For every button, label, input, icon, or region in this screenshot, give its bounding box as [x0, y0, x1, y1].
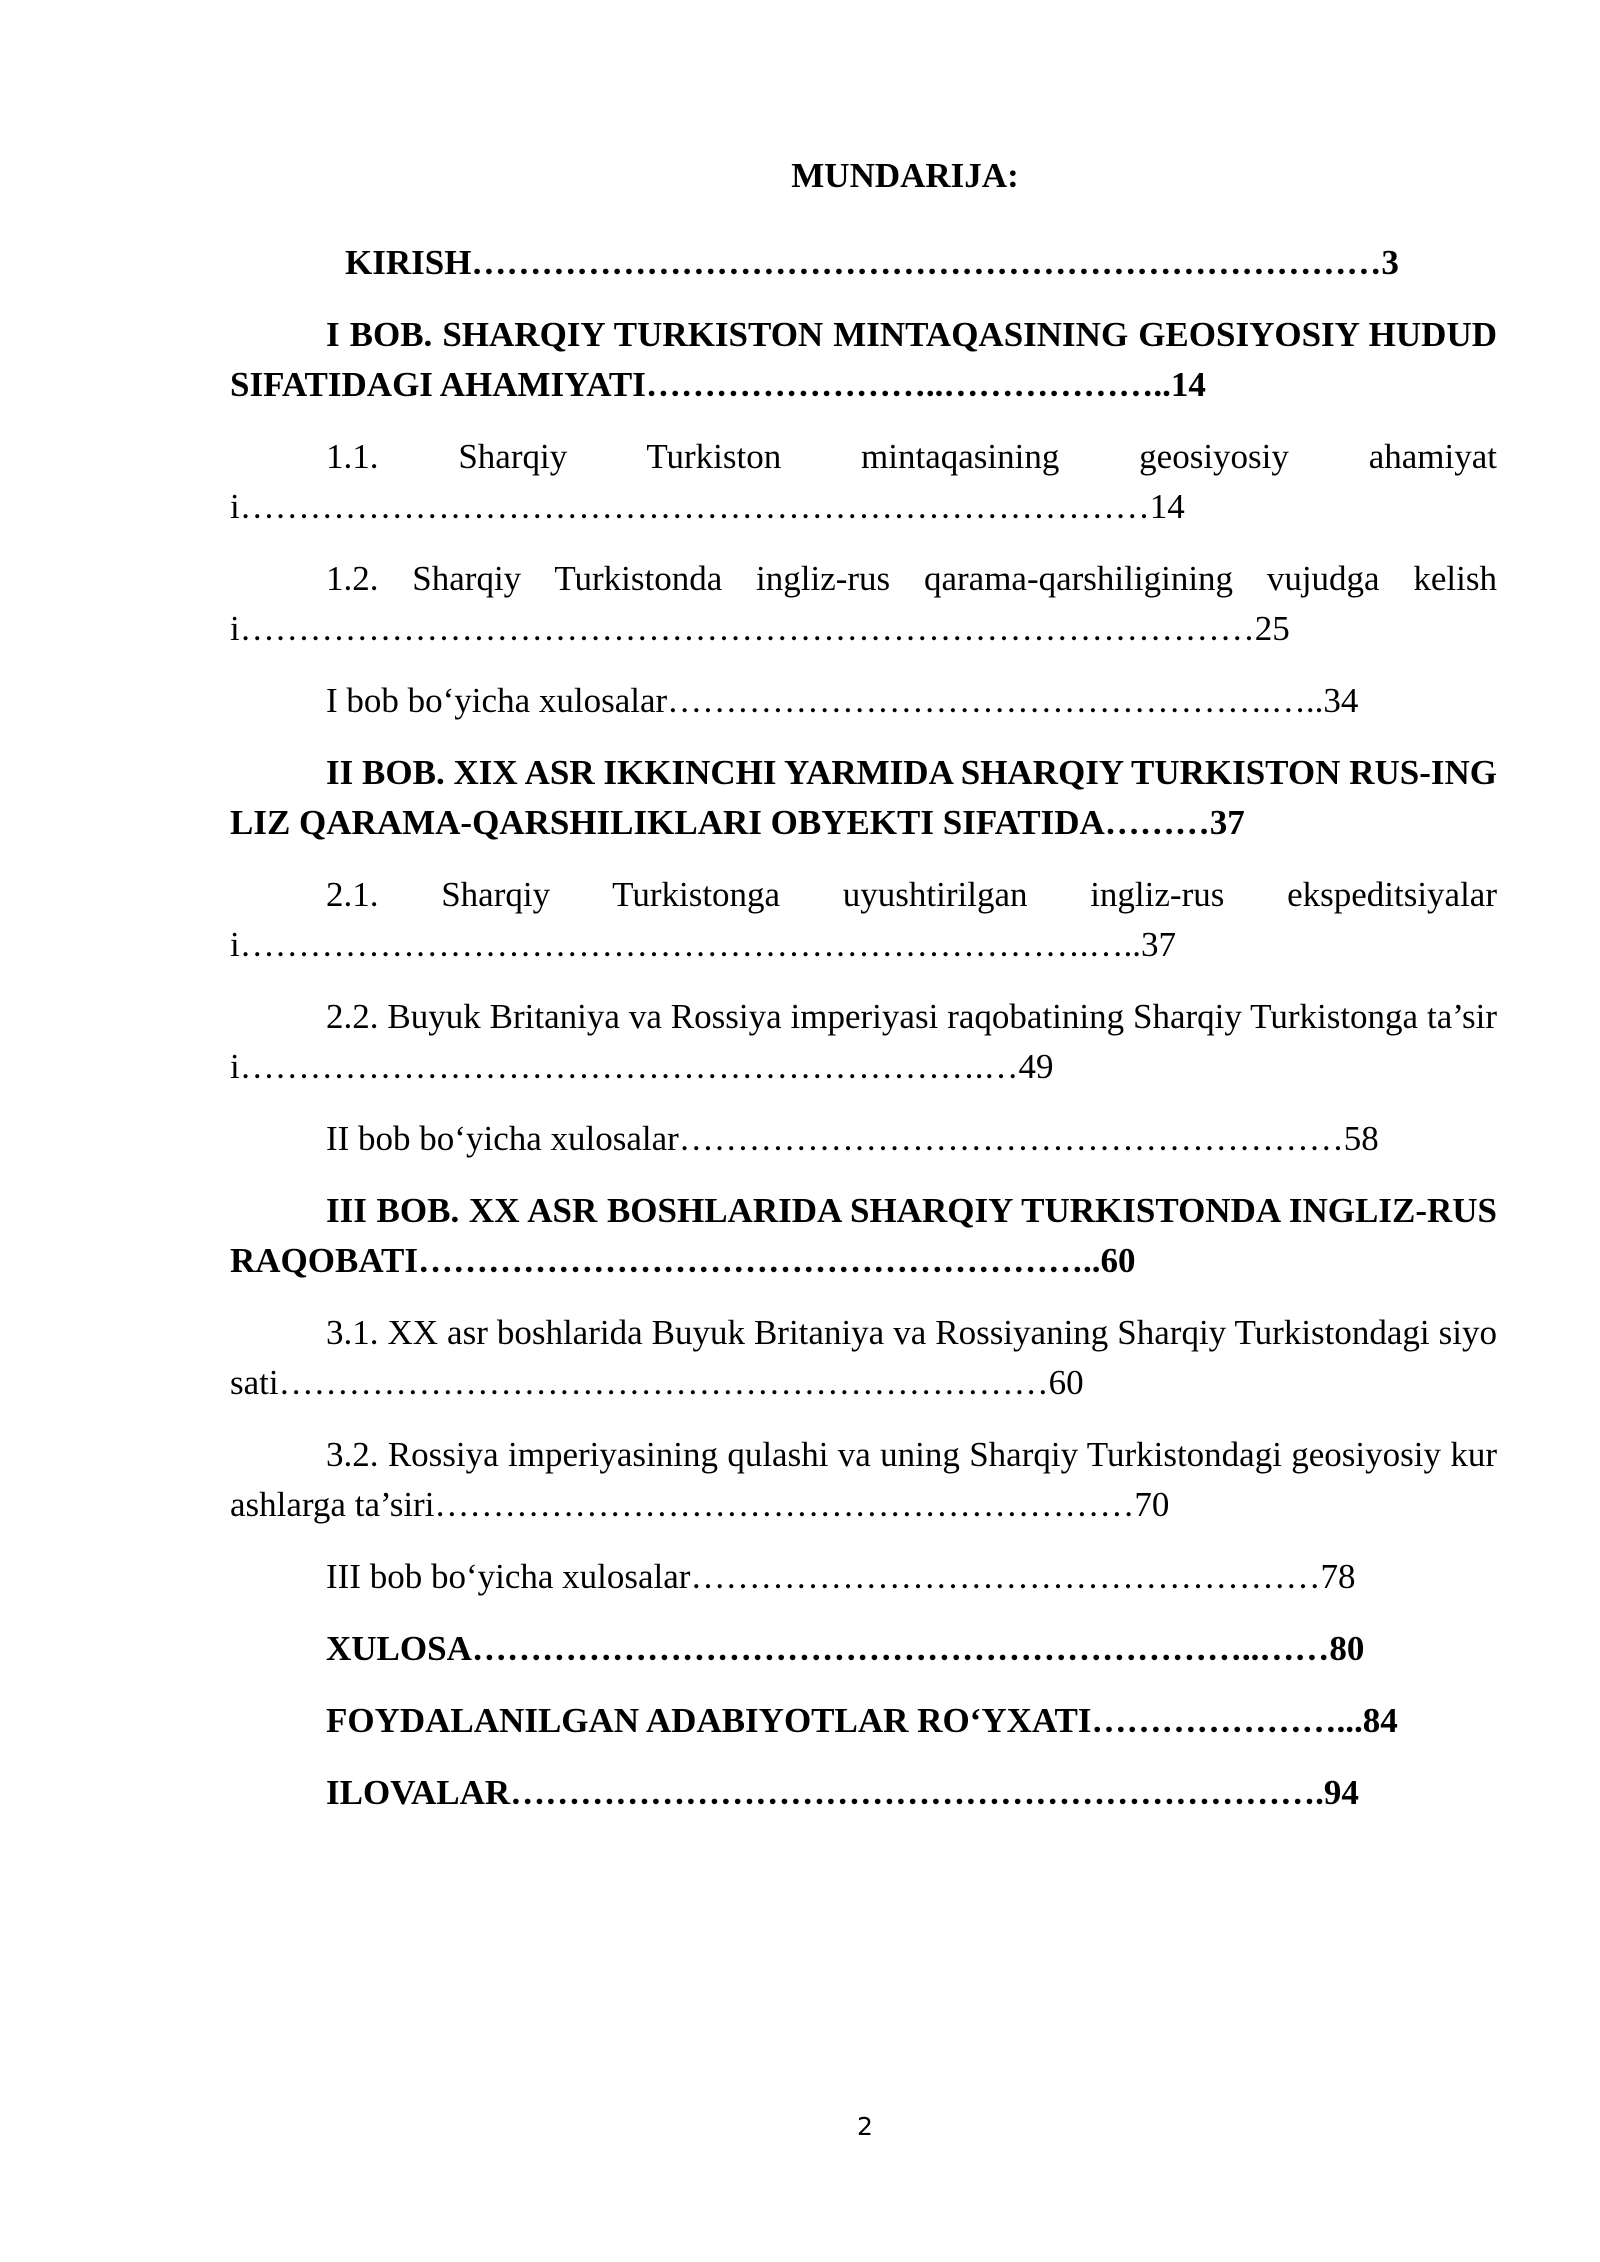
toc-entry-appendices: ILOVALAR…………………………………………………………….94 [326, 1773, 1359, 1812]
toc-entry-section-1-1: 1.1. Sharqiy Turkiston mintaqasining geosiyosiy ahamiyati……………………………………………………………………14 [230, 437, 1497, 526]
toc-entry-chapter-2: II BOB. XIX ASR IKKINCHI YARMIDA SHARQIY TURKISTON RUS-INGLIZ QARAMA-QARSHILIKLARI OBYEKTI SIFATIDA………37 [230, 753, 1497, 842]
toc-entry-chapter-1-conclusions: I bob bo‘yicha xulosalar…………………………………………….…..34 [326, 681, 1359, 720]
toc-entry-section-2-2: 2.2. Buyuk Britaniya va Rossiya imperiyasi raqobatining Sharqiy Turkistonga ta’siri……………………………………………………….…49 [230, 997, 1497, 1086]
toc-entry-chapter-3-conclusions: III bob bo‘yicha xulosalar………………………………………………78 [326, 1557, 1356, 1596]
toc-entry-chapter-2-conclusions: II bob bo‘yicha xulosalar…………………………………………………58 [326, 1119, 1379, 1158]
toc-entry-xulosa: XULOSA…………………………………………………………..……80 [326, 1629, 1365, 1668]
toc-entry-section-2-1: 2.1. Sharqiy Turkistonga uyushtirilgan ingliz-rus ekspeditsiyalari……………………………………………………………….…..37 [230, 875, 1497, 964]
toc-entry-section-3-2: 3.2. Rossiya imperiyasining qulashi va uning Sharqiy Turkistondagi geosiyosiy kurashlarga ta’siri……………………………………………………70 [230, 1435, 1497, 1524]
toc-entry-references: FOYDALANILGAN ADABIYOTLAR RO‘YXATI…………………...84 [326, 1701, 1398, 1740]
toc-entry-kirish: KIRISH……………………………………………………………………3 [345, 243, 1399, 282]
toc-entry-chapter-3: III BOB. XX ASR BOSHLARIDA SHARQIY TURKISTONDA INGLIZ-RUS RAQOBATI…………………………………………………..60 [230, 1191, 1497, 1280]
toc-entry-section-1-2: 1.2. Sharqiy Turkistonda ingliz-rus qarama-qarshiligining vujudga kelishi……………………………………………………………………………25 [230, 559, 1497, 648]
page-title: MUNDARIJA: [791, 156, 1019, 195]
table-of-contents [230, 238, 1497, 1840]
page-number: 2 [857, 2112, 873, 2141]
toc-entry-chapter-1: I BOB. SHARQIY TURKISTON MINTAQASINING GEOSIYOSIY HUDUD SIFATIDAGI AHAMIYATI……………………..………………..14 [230, 315, 1497, 404]
toc-entry-section-3-1: 3.1. XX asr boshlarida Buyuk Britaniya va Rossiyaning Sharqiy Turkistondagi siyosati…………………………………………………………60 [230, 1313, 1497, 1402]
